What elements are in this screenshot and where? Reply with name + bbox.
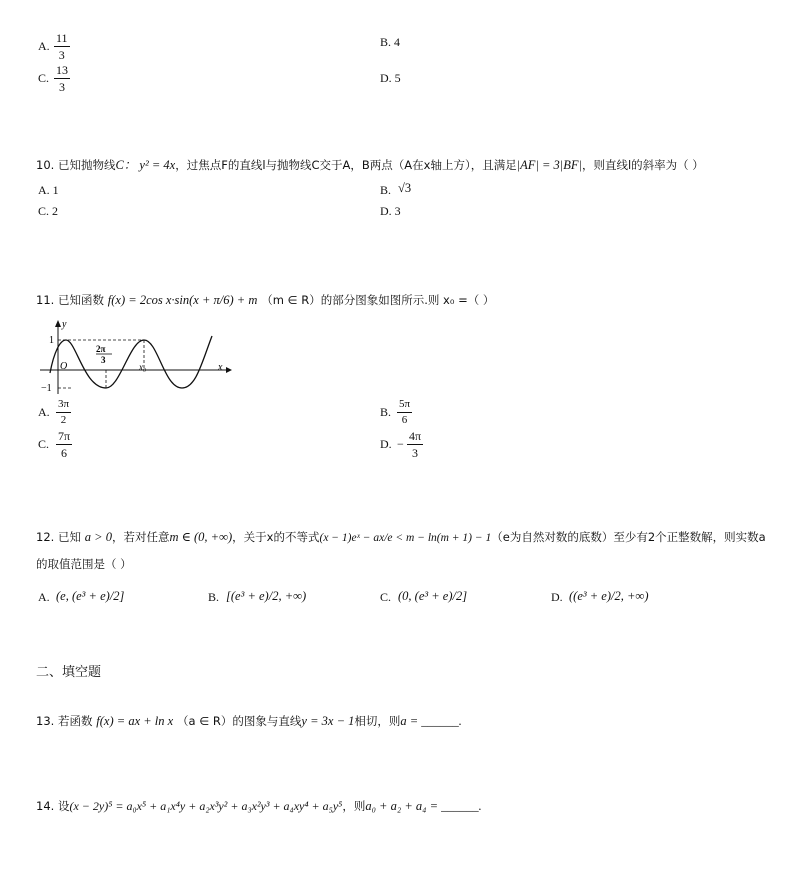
q11-option-b-denominator: 6	[401, 414, 408, 426]
q9-option-a-fraction	[54, 32, 70, 61]
q11-stem	[36, 294, 494, 307]
q12-stem-m: m ∈ (0, +∞)	[169, 530, 233, 544]
q13-line: y = 3x − 1	[301, 714, 355, 728]
q12-option-b-label: B.	[208, 590, 220, 604]
q11-option-d-sign: −	[397, 437, 404, 451]
q13-prefix: 13. 若函数	[36, 714, 93, 728]
q13-condition: （a ∈ R）	[177, 714, 233, 728]
q11-option-a-label: A.	[38, 405, 50, 419]
q12-stem-mid3: （e为自然对数的底数）至少有2个正整数解，则实数a	[491, 530, 766, 544]
y-tick-one: 1	[49, 335, 54, 346]
q12-stem-mid1: ，若对任意	[111, 530, 170, 544]
x-axis-arrow-icon	[226, 367, 232, 373]
q9-option-c-numerator: 13	[56, 63, 68, 77]
q12-stem	[36, 531, 766, 545]
q9-option-c-label: C.	[38, 71, 50, 85]
q11-stem-prefix: 11. 已知函数	[36, 293, 104, 307]
q11-stem-condition: （m ∈ R）	[261, 293, 321, 307]
q11-option-d-fraction	[407, 430, 423, 459]
q12-option-b-value: [(e³ + e)/2, +∞)	[226, 589, 307, 603]
q14-end: ，则	[342, 799, 366, 813]
origin-label: O	[60, 361, 68, 372]
q12-option-a-value: (e, (e³ + e)/2]	[56, 589, 125, 603]
q12-stem-line2: 的取值范围是（ ）	[36, 557, 132, 571]
q9-option-a-denominator: 3	[58, 48, 65, 62]
q11-graph	[36, 318, 236, 396]
q11-option-b-fraction	[397, 399, 412, 426]
q13-mid: 的图象与直线	[232, 714, 302, 728]
x-axis-label: x	[218, 362, 223, 373]
q12-option-c-label: C.	[380, 590, 392, 604]
q12-stem-inequality: (x − 1)eˣ − ax/e < m − ln(m + 1) − 1	[319, 532, 492, 544]
y-tick-minus-one: −1	[41, 383, 52, 394]
q10-option-a: A. 1	[38, 183, 59, 197]
y-axis-arrow-icon	[55, 320, 61, 327]
q9-option-a-label: A.	[38, 39, 50, 53]
q12-option-d-value: ((e³ + e)/2, +∞)	[569, 589, 649, 603]
q11-option-d-label: D.	[380, 437, 392, 451]
q10-option-d: D. 3	[380, 204, 401, 218]
q10-stem	[36, 159, 704, 172]
q12-stem-prefix: 12. 已知	[36, 530, 81, 544]
q11-option-c-fraction	[56, 430, 72, 459]
q14-prefix: 14. 设	[36, 799, 70, 813]
q12-option-d-label: D.	[551, 590, 563, 604]
q11-option-b-numerator: 5π	[397, 399, 412, 413]
q11-option-a-fraction	[56, 399, 71, 426]
q10-option-b-value: √3	[398, 181, 412, 195]
q13-end: 相切，则	[354, 714, 401, 728]
q10-stem-end: ，则直线l的斜率为（ ）	[581, 158, 704, 172]
q11-stem-function: f(x) = 2cos x·sin(x + π/6) + m	[107, 293, 258, 307]
section-2-title: 二、填空题	[36, 665, 102, 680]
q10-stem-condition: |AF| = 3|BF|	[516, 158, 582, 172]
q11-option-a-denominator: 2	[60, 414, 67, 426]
two-pi-numerator: 2π	[96, 344, 106, 354]
q12-option-c-value: (0, (e³ + e)/2]	[398, 589, 468, 603]
q9-option-d: D. 5	[380, 71, 401, 85]
x0-label: x₀	[139, 362, 147, 372]
q11-option-c-label: C.	[38, 437, 50, 451]
q11-option-a-numerator: 3π	[56, 399, 71, 413]
q10-option-b-label: B.	[380, 183, 392, 197]
question-13	[36, 715, 462, 728]
q12-stem-mid2: ，关于x的不等式	[232, 530, 320, 544]
q9-option-b: B. 4	[380, 35, 401, 49]
q10-option-c: C. 2	[38, 204, 59, 218]
q14-answer-blank: a₀ + a₂ + a₄ = ______.	[365, 799, 482, 813]
q14-expression: (x − 2y)⁵ = a₀x⁵ + a₁x⁴y + a₂x³y² + a₃x²y³ + a₄xy⁴ + a₅y⁵	[69, 799, 343, 813]
q11-stem-end: 的部分图象如图所示.则 x₀ =（ ）	[320, 293, 495, 307]
q10-stem-mid: ，过焦点F的直线l与抛物线C交于A，B两点（A在x轴上方），且满足	[175, 158, 517, 172]
q11-option-c-numerator: 7π	[58, 429, 71, 443]
q11-option-c-denominator: 6	[61, 446, 68, 460]
q12-stem-a: a > 0	[84, 530, 112, 544]
q9-option-a-numerator: 11	[56, 31, 68, 45]
q10-stem-prefix: 10. 已知抛物线	[36, 158, 116, 172]
sine-curve	[50, 336, 212, 388]
y-axis-label: y	[62, 319, 67, 330]
q10-stem-curve: C： y² = 4x	[115, 158, 176, 172]
q11-option-d-numerator: 4π	[409, 429, 422, 443]
two-pi-denominator: 3	[101, 355, 106, 365]
q12-option-a-label: A.	[38, 590, 50, 604]
q9-option-c-denominator: 3	[59, 80, 65, 94]
q9-option-c-fraction	[54, 64, 70, 93]
question-14	[36, 800, 482, 813]
q11-option-d-denominator: 3	[412, 446, 419, 460]
q13-function: f(x) = ax + ln x	[96, 714, 174, 728]
q13-answer-blank: a = ______.	[400, 714, 462, 728]
q11-option-b-label: B.	[380, 405, 392, 419]
